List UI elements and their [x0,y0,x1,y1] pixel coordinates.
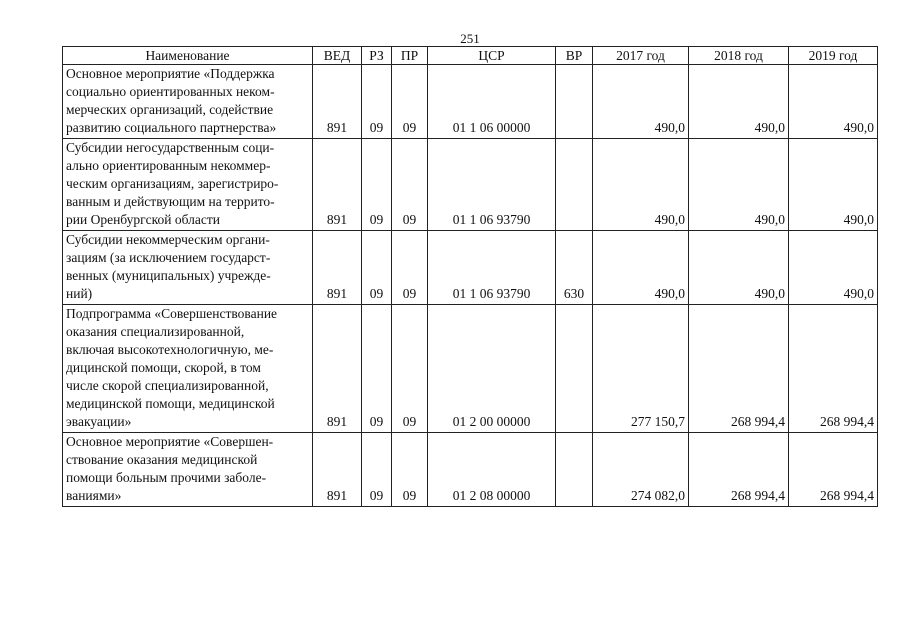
cell-pr: 09 [392,305,428,433]
cell-2017: 490,0 [593,65,689,139]
name-line: Основное мероприятие «Поддержка [66,66,275,81]
name-line: ствование оказания медицинской [66,452,258,467]
cell-2019: 268 994,4 [789,305,878,433]
header-row [63,47,878,65]
name-line: Субсидии некоммерческим органи- [66,232,270,247]
name-line: эвакуации» [66,414,132,429]
cell-vr [556,139,593,231]
name-line: венных (муниципальных) учрежде- [66,268,271,283]
cell-vr [556,305,593,433]
name-line: оказания специализированной, [66,324,245,339]
cell-2018: 268 994,4 [689,305,789,433]
header-rz: РЗ [362,47,392,65]
cell-csr: 01 2 08 00000 [428,433,556,507]
table-row [63,65,878,139]
name-line: включая высокотехнологичную, ме- [66,342,274,357]
name-line: мерческих организаций, содействие [66,102,274,117]
cell-rz: 09 [362,305,392,433]
cell-2017: 490,0 [593,139,689,231]
cell-ved: 891 [313,139,362,231]
budget-table [62,46,878,507]
name-line: Субсидии негосударственным соци- [66,140,275,155]
cell-vr [556,433,593,507]
name-line: ний) [66,286,93,301]
header-2018: 2018 год [689,47,789,65]
table-row [63,139,878,231]
cell-ved: 891 [313,65,362,139]
name-line: Основное мероприятие «Совершен- [66,434,274,449]
header-csr: ЦСР [428,47,556,65]
cell-2019: 490,0 [789,231,878,305]
cell-2017: 490,0 [593,231,689,305]
table-body [63,65,878,507]
cell-2019: 490,0 [789,139,878,231]
cell-ved: 891 [313,231,362,305]
page-number: 251 [460,31,480,46]
cell-name [63,433,313,507]
name-line: дицинской помощи, скорой, в том [66,360,261,375]
name-line: Подпрограмма «Совершенствование [66,306,278,321]
cell-2017: 274 082,0 [593,433,689,507]
cell-rz: 09 [362,65,392,139]
cell-vr: 630 [556,231,593,305]
header-vr: ВР [556,47,593,65]
name-line: зациям (за исключением государст- [66,250,271,265]
cell-ved: 891 [313,433,362,507]
name-line: рии Оренбургской области [66,212,221,227]
name-line: ческим организациям, зарегистриро- [66,176,279,191]
cell-csr: 01 1 06 93790 [428,231,556,305]
cell-2017: 277 150,7 [593,305,689,433]
cell-rz: 09 [362,139,392,231]
cell-rz: 09 [362,433,392,507]
cell-2018: 268 994,4 [689,433,789,507]
cell-rz: 09 [362,231,392,305]
cell-name [63,65,313,139]
name-line: ваниями» [66,488,122,503]
cell-2019: 490,0 [789,65,878,139]
cell-2018: 490,0 [689,231,789,305]
name-line: ально ориентированным некоммер- [66,158,271,173]
name-line: помощи больным прочими заболе- [66,470,267,485]
cell-pr: 09 [392,433,428,507]
cell-name [63,139,313,231]
cell-name [63,305,313,433]
cell-pr: 09 [392,139,428,231]
table-row [63,305,878,433]
table-row [63,231,878,305]
name-line: медицинской помощи, медицинской [66,396,275,411]
header-2019: 2019 год [789,47,878,65]
cell-vr [556,65,593,139]
header-2017: 2017 год [593,47,689,65]
cell-2019: 268 994,4 [789,433,878,507]
table-header [63,47,878,65]
header-pr: ПР [392,47,428,65]
cell-ved: 891 [313,305,362,433]
cell-csr: 01 1 06 93790 [428,139,556,231]
name-line: развитию социального партнерства» [66,120,277,135]
cell-csr: 01 1 06 00000 [428,65,556,139]
name-line: числе скорой специализированной, [66,378,269,393]
cell-name [63,231,313,305]
header-ved: ВЕД [313,47,362,65]
name-line: ванным и действующим на террито- [66,194,275,209]
cell-csr: 01 2 00 00000 [428,305,556,433]
cell-2018: 490,0 [689,139,789,231]
table-row [63,433,878,507]
name-line: социально ориентированных неком- [66,84,275,99]
header-name: Наименование [63,47,313,65]
cell-pr: 09 [392,65,428,139]
cell-pr: 09 [392,231,428,305]
cell-2018: 490,0 [689,65,789,139]
